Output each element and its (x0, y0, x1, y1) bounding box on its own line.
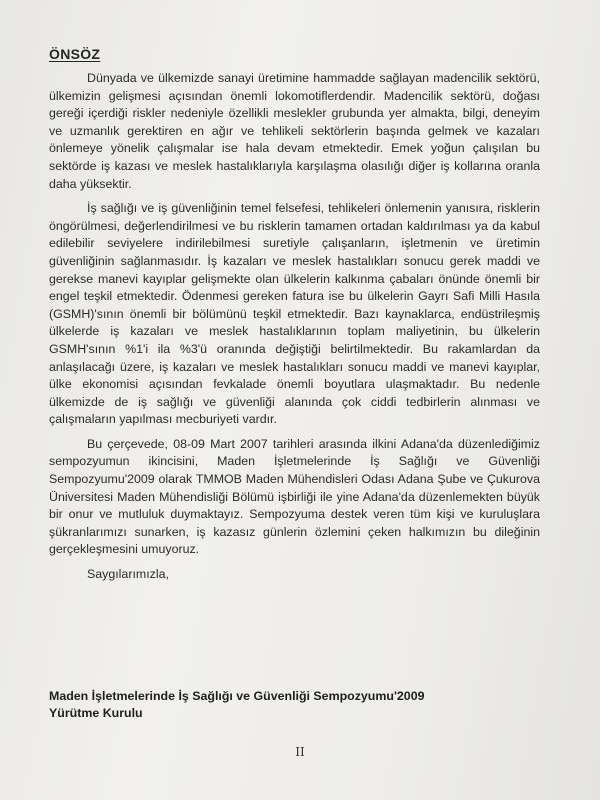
paragraph-1: Dünyada ve ülkemizde sanayi üretimine hammadde sağlayan madencilik sektörü, ülkemizin gelişmesi açısından önemli lokomotiflerdendir. Madencilik sektörü, doğası gereği içerdiği riskler nedeniyle özellikli meslekler grubunda yer almakta, bilgi, deneyim ve uzmanlık gerektiren en ağır ve tehlikeli sektörlerin başında gelmek ve kazaları önlemeye yönelik çalışmalar ise hala devam etmektedir. Emek yoğun çalışılan bu sektörde iş kazası ve meslek hastalıklarıyla karşılaşma olasılığı diğer iş kollarına oranla daha yüksektir. (49, 71, 540, 191)
greeting: Saygılarımızla, (87, 567, 169, 582)
body-text (49, 70, 540, 591)
paragraph-2: İş sağlığı ve iş güvenliğinin temel felsefesi, tehlikeleri önlemenin yanısıra, risklerin öngörülmesi, değerlendirilmesi ve bu risklerin tamamen ortadan kaldırılması ya da kabul edilebilir seviyelere indirilebilmesi suretiyle çalışanların, işletmenin ve üretimin güvenliğinin sağlanmasıdır. İş kazaları ve meslek hastalıkları sonucu gerek maddi ve gerekse manevi kayıplar gelişmekte olan ülkelerin kalkınma çabaları önünde önemli bir engel teşkil etmektedir. Ödenmesi gereken fatura ise bu ülkelerin Gayrı Safi Milli Hasıla (GSMH)'sının önemli bir bölümünü teşkil etmektedir. Bazı kaynaklarca, endüstrileşmiş ülkelerde iş kazaları ve meslek hastalıklarının toplam maliyetinin, bu ülkelerin GSMH'sının %1'i ila %3'ü oranında değiştiği belirtilmektedir. Bu rakamlardan da anlaşılacağı üzere, iş kazaları ve meslek hastalıkları sonucu maddi ve manevi kayıplar, ülke ekonomisi açısından fevkalade önemli boyutlara ulaşmaktadır. Bu nedenle ülkemizde de iş sağlığı ve güvenliği alanında çok ciddi tedbirlerin alınması ve çalışmaların yapılması mecburiyeti vardır. (49, 201, 540, 427)
paragraph-3: Bu çerçevede, 08-09 Mart 2007 tarihleri arasında ilkini Adana'da düzenlediğimiz sempozyumun ikincisini, Maden İşletmelerinde İş Sağlığı ve Güvenliği Sempozyumu'2009 olarak TMMOB Maden Mühendisleri Odası Adana Şube ve Çukurova Üniversitesi Maden Mühendisliği Bölümü işbirliği ile yine Adana'da düzenlemekten büyük bir onur ve mutluluk duymaktayız. Sempozyuma destek veren tüm kişi ve kuruluşlara şükranlarımızı sunarken, iş kazasız günlerin özlemini çeken halkımızın bu dileğinin gerçekleşmesini umuyoruz. (49, 436, 540, 557)
page-heading: ÖNSÖZ (49, 46, 101, 62)
signature-committee: Yürütme Kurulu (49, 706, 143, 720)
signature-block (49, 688, 540, 722)
page-number: II (295, 745, 305, 759)
signature-organization: Maden İşletmelerinde İş Sağlığı ve Güvenliği Sempozyumu'2009 (49, 689, 425, 703)
